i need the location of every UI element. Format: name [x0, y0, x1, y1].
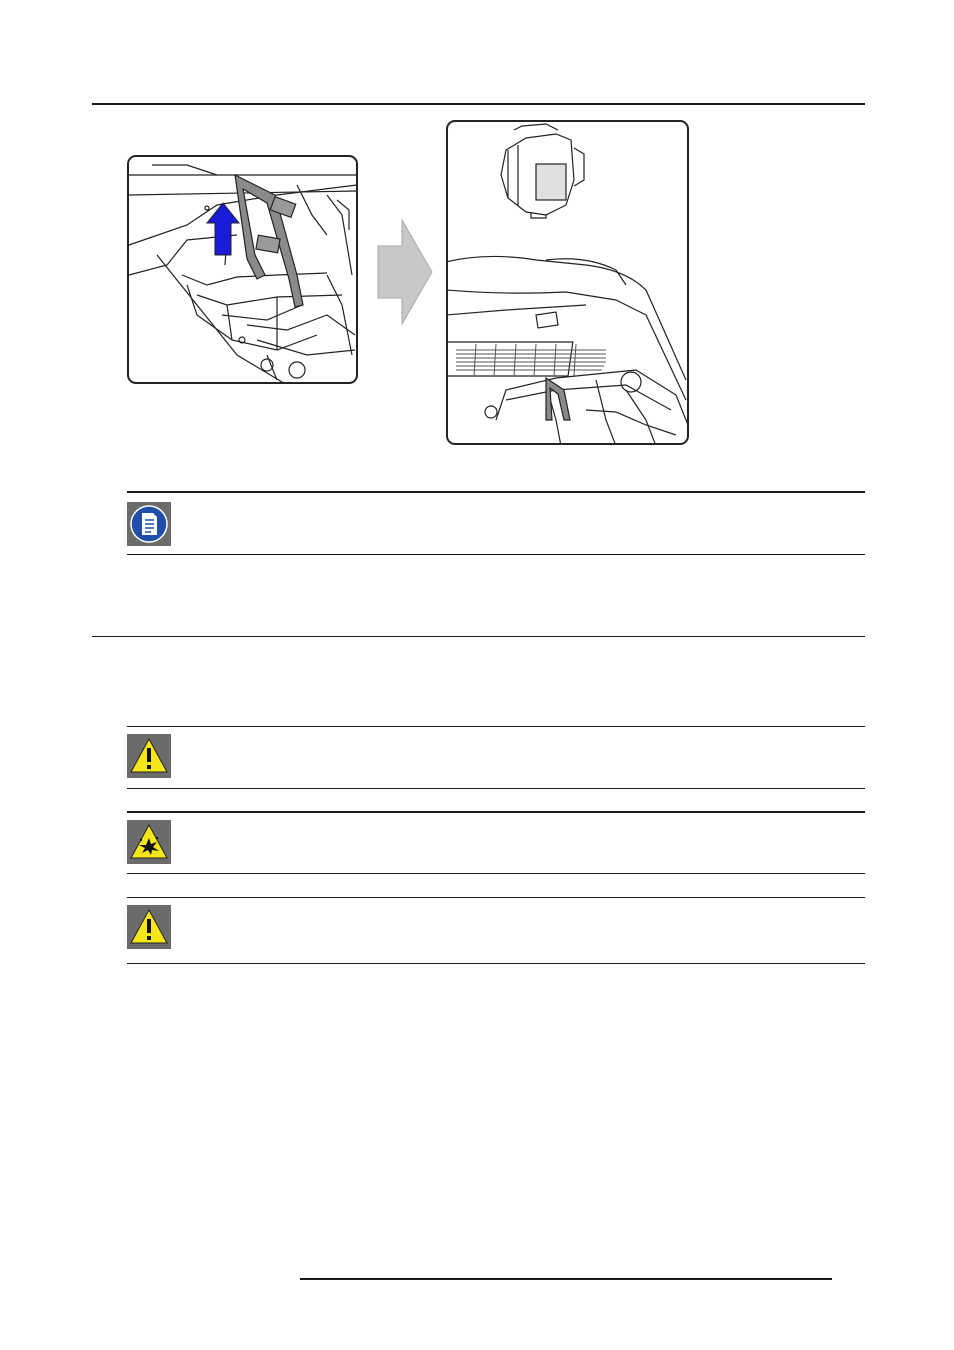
explosion-top-rule — [127, 811, 865, 813]
note-document-icon — [127, 502, 171, 546]
caution-1-bottom-rule — [127, 788, 865, 789]
note-top-rule — [127, 491, 865, 493]
transition-arrow — [376, 218, 434, 326]
caution-exclamation-icon — [127, 734, 171, 778]
caution-1-top-rule — [127, 726, 865, 727]
lamp-handle-detail-figure — [127, 155, 359, 385]
caution-2-bottom-rule — [127, 963, 865, 964]
explosion-hazard-icon — [127, 820, 171, 864]
footer-rule — [300, 1278, 832, 1280]
section-rule — [92, 636, 865, 637]
header-rule — [92, 103, 865, 105]
lamp-removed-overview-figure — [446, 120, 690, 446]
caution-exclamation-icon — [127, 905, 171, 949]
note-bottom-rule — [127, 554, 865, 555]
explosion-bottom-rule — [127, 873, 865, 874]
caution-2-top-rule — [127, 897, 865, 898]
